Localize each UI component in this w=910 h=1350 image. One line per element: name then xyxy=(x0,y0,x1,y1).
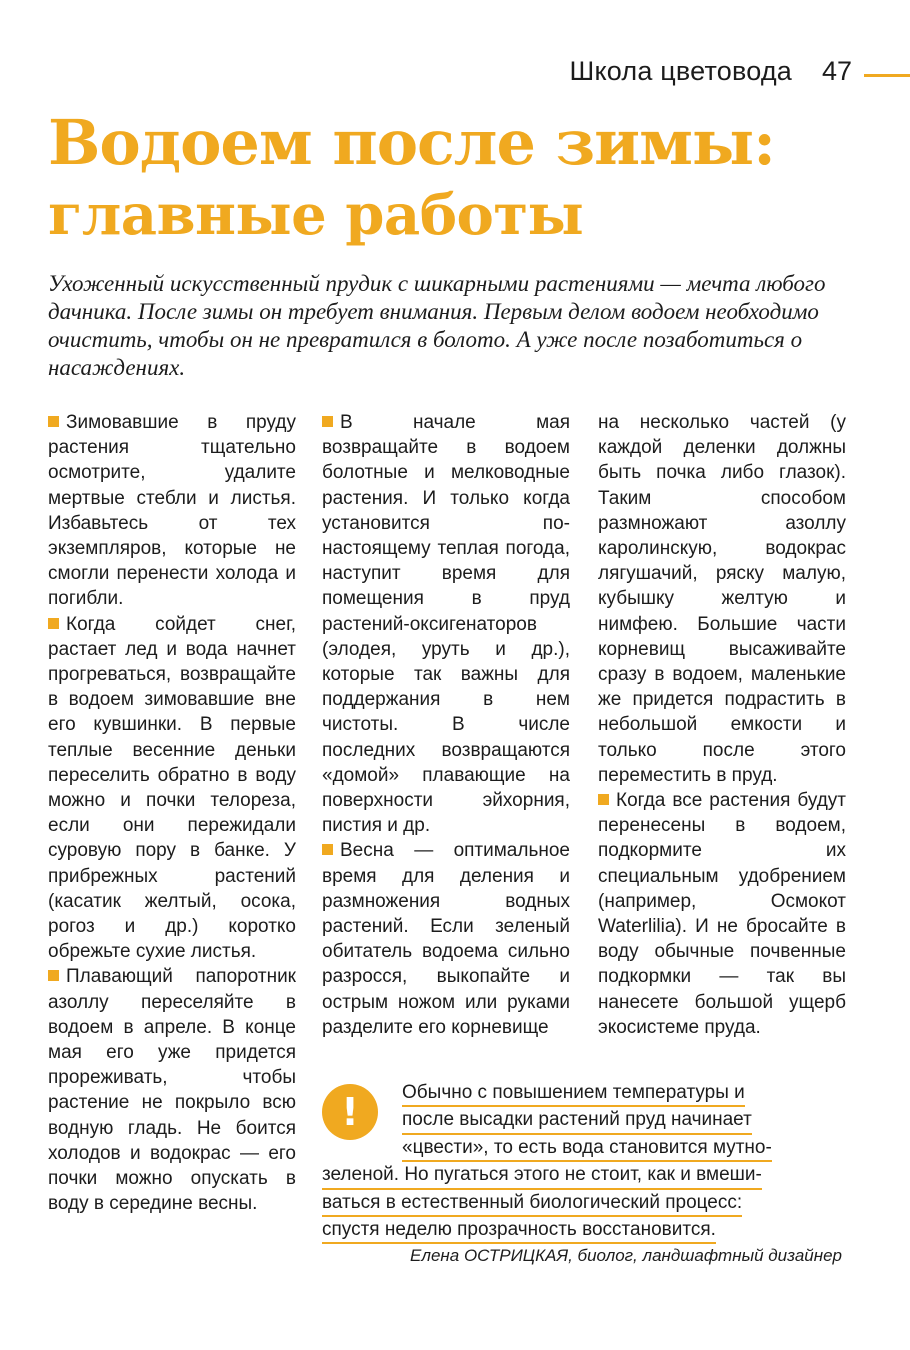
paragraph xyxy=(322,410,570,838)
column-2 xyxy=(322,410,570,1040)
exclamation-icon: ! xyxy=(322,1084,378,1140)
callout-line: зеленой. Но пугаться этого не стоит, как и вмеши- xyxy=(322,1162,762,1189)
paragraph-text: Весна — оптимальное время для деления и размножения водных растений. Если зеленый обитатель водоема сильно разросся, выкопайте и острым ножом или руками разделите его корневище xyxy=(322,840,570,1038)
article-title-line2: главные работы xyxy=(48,182,584,248)
column-3 xyxy=(598,410,846,1040)
header-rule xyxy=(864,74,910,77)
section-name: Школа цветовода xyxy=(569,56,792,86)
paragraph-text: на несколько частей (у каждой деленки должны быть почка либо глазок). Таким способом размножают азоллу каролинскую, водокрас лягушачий, ряску малую, кубышку желтую и нимфею. Большие части корневищ высаживайте сразу в водоем, маленькие же придется подрастить в небольшой емкости и только после этого переместить в пруд. xyxy=(598,412,846,786)
callout-line: Обычно с повышением температуры и xyxy=(402,1080,745,1107)
callout-line: ваться в естественный биологический процесс: xyxy=(322,1190,742,1217)
article-lead: Ухоженный искусственный прудик с шикарными растениями — мечта любого дачника. После зимы он требует внимания. Первым делом водоем необходимо очистить, чтобы он не превратился в болото. А уже после позаботиться о насаждениях. xyxy=(48,271,826,380)
callout-line: спустя неделю прозрачность восстановится. xyxy=(322,1217,716,1244)
callout-line: после высадки растений пруд начинает xyxy=(402,1107,752,1134)
callout-line: «цвести», то есть вода становится мутно- xyxy=(402,1135,772,1162)
callout-text xyxy=(322,1080,842,1244)
paragraph xyxy=(598,410,846,788)
paragraph xyxy=(598,788,846,1040)
paragraph-text: Когда все растения будут перенесены в водоем, подкормите их специальным удобрением (например, Осмокот Waterlilia). И не бросайте в воду обычные почвенные подкормки — так вы нанесете большой ущерб экосистеме пруда. xyxy=(598,790,846,1038)
callout-note xyxy=(322,1080,862,1240)
article-title xyxy=(48,106,888,250)
paragraph xyxy=(48,410,296,612)
paragraph-text: Зимовавшие в пруду растения тщательно осмотрите, удалите мертвые стебли и листья. Избавьтесь от тех экземпляров, которые не смогли перенести холода и погибли. xyxy=(48,412,296,610)
page-header xyxy=(0,52,910,96)
paragraph xyxy=(48,964,296,1216)
article-title-line1: Водоем после зимы: xyxy=(48,106,775,179)
square-bullet-icon xyxy=(322,416,333,427)
paragraph-text: В начале мая возвращайте в водоем болотные и мелководные растения. И только когда установится по-настоящему теплая погода, наступит время для помещения в пруд растений-оксигенаторов (элодея, уруть и др.), которые так важны для поддержания в нем чистоты. В числе последних возвращаются «домой» плавающие на поверхности эйхорния, пистия и др. xyxy=(322,412,570,837)
square-bullet-icon xyxy=(598,794,609,805)
paragraph xyxy=(322,838,570,1040)
square-bullet-icon xyxy=(322,844,333,855)
square-bullet-icon xyxy=(48,970,59,981)
paragraph-text: Когда сойдет снег, растает лед и вода начнет прогреваться, возвращайте в водоем зимовавшие вне его кувшинки. В первые теплые весенние деньки переселить обратно в воду можно и почки телореза, если они пережидали суровую пору в банке. У прибрежных растений (касатик желтый, осока, рогоз и др.) коротко обрежьте сухие листья. xyxy=(48,613,296,963)
paragraph-text: Плавающий папоротник азоллу переселяйте в водоем в апреле. В конце мая его уже придется прореживать, чтобы растение не покрыло всю водную гладь. Не боится холодов и водокрас — его почки можно опускать в воду в середине весны. xyxy=(48,966,296,1215)
square-bullet-icon xyxy=(48,416,59,427)
square-bullet-icon xyxy=(48,618,59,629)
column-1 xyxy=(48,410,296,1217)
author-byline: Елена ОСТРИЦКАЯ, биолог, ландшафтный дизайнер xyxy=(410,1246,842,1265)
paragraph xyxy=(48,612,296,965)
page-number: 47 xyxy=(821,56,852,86)
